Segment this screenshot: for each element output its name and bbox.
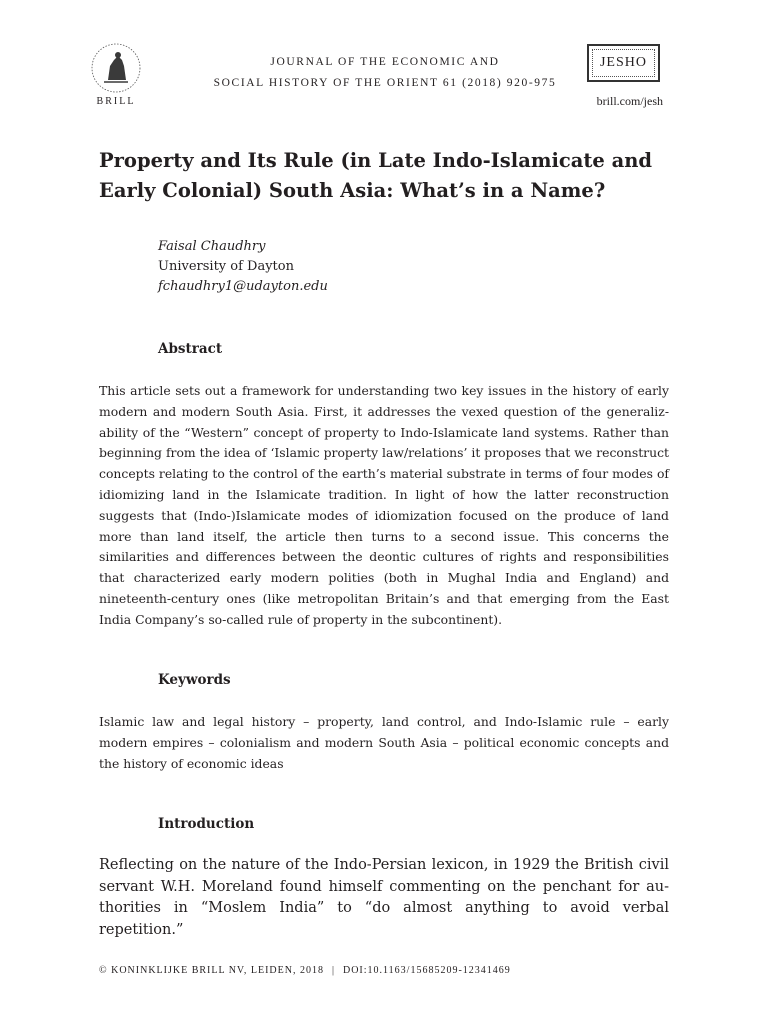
- abstract-text: This article sets out a framework for understanding two key issues in the history of early modern and modern South Asia. First, it addresses the vexed question of the generalizability of the “Western” concept of property to Indo-Islamicate land systems. Rather than beginning from the idea of ‘Islamic property law/relations’ it proposes that we reconstruct concepts relating to the control of the earth’s material substrate in terms of four modes of idiomizing land in the Islamicate tradition. In light of how the latter reconstruction suggests that (Indo-)Islamicate modes of idiomization focused on the produce of land more than land itself, the article then turns to a second issue. This concerns the similarities and differences between the deontic cultures of rights and responsibilities that characterized early modern polities (both in Mughal India and England) and nineteenth-century ones (like metropolitan Britain’s and that emerging from the East India Company’s so-called rule of property in the subcontinent).: [99, 383, 669, 627]
- journal-header: [150, 52, 620, 94]
- doi-link[interactable]: DOI:10.1163/15685209-12341469: [342, 965, 511, 976]
- journal-badge: [587, 44, 660, 82]
- brill-seal-icon: [90, 42, 142, 94]
- author-block: [158, 237, 328, 297]
- footer-divider: |: [331, 965, 335, 976]
- page-footer: [99, 965, 511, 976]
- introduction-heading: Introduction: [158, 816, 255, 832]
- copyright-notice: © KONINKLIJKE BRILL NV, LEIDEN, 2018: [99, 965, 324, 976]
- journal-badge-label: JESHO: [592, 49, 655, 77]
- author-name: Faisal Chaudhry: [158, 239, 266, 254]
- journal-title-line-1: JOURNAL OF THE ECONOMIC AND: [270, 56, 500, 68]
- keywords-text: Islamic law and legal history – property, land control, and Indo-Islamic rule – early modern empires – colonialism and modern South Asia – political economic concepts and the history of economic ideas: [99, 714, 669, 771]
- journal-title-line-2: SOCIAL HISTORY OF THE ORIENT 61 (2018) 920-975: [213, 77, 557, 89]
- author-affiliation: University of Dayton: [158, 259, 294, 274]
- publisher-name: BRILL: [96, 96, 136, 107]
- publisher-logo: [86, 42, 146, 114]
- article-title: Property and Its Rule (in Late Indo-Islamicate and Early Colonial) South Asia: What’s in a Name?: [99, 149, 653, 202]
- author-email-link[interactable]: fchaudhry1@udayton.edu: [158, 279, 328, 294]
- abstract-heading: Abstract: [158, 341, 223, 357]
- introduction-text: Reflecting on the nature of the Indo-Persian lexicon, in 1929 the British civil servant W.H. Moreland found himself commenting on the penchant for authorities in “Moslem India” to “do almost anything to avoid verbal repetition.”: [99, 857, 669, 938]
- journal-url-link[interactable]: brill.com/jesh: [596, 94, 663, 108]
- keywords-heading: Keywords: [158, 672, 231, 688]
